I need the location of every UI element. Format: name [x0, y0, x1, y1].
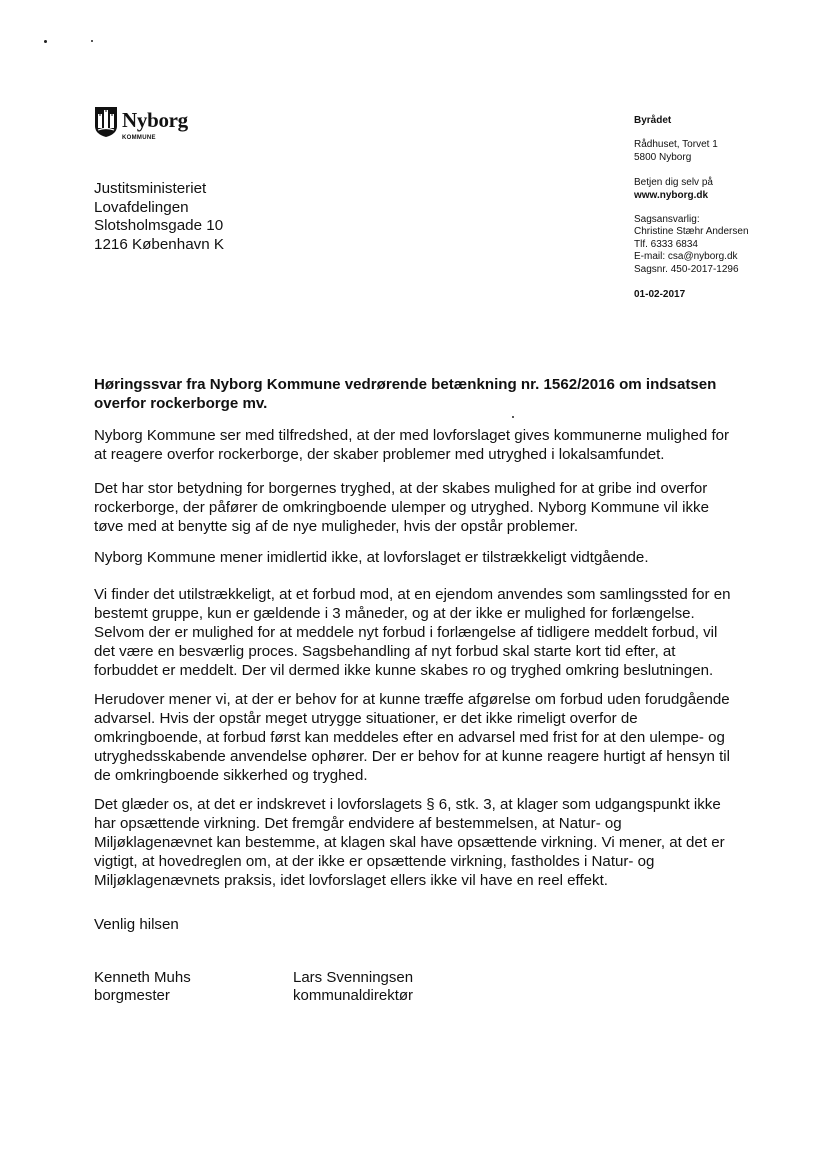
scan-speck: [44, 40, 47, 43]
paragraph-line: har opsættende virkning. Det fremgår endvidere af bestemmelsen, at Natur- og: [94, 815, 622, 833]
paragraph-line: de omkringboende sikkerhed og tryghed.: [94, 767, 368, 785]
paragraph-line: Herudover mener vi, at der er behov for at kunne træffe afgørelse om forbud uden forudgående: [94, 691, 730, 708]
body-paragraph-2: [94, 479, 774, 536]
recipient-line: Justitsministeriet: [94, 180, 207, 197]
website-link[interactable]: www.nyborg.dk: [634, 189, 709, 201]
paragraph-line: omkringboende, at forbud først kan meddeles efter en advarsel med frist for at den ulempe- og: [94, 729, 725, 747]
paragraph-line: tøve med at benytte sig af de nye muligheder, hvis der opstår problemer.: [94, 518, 579, 536]
paragraph-line: bestemt gruppe, kun er gældende i 3 måneder, og at der ikke er mulighed for forlængelse.: [94, 605, 695, 623]
subject-line: overfor rockerborge mv.: [94, 395, 268, 412]
paragraph-line: Nyborg Kommune mener imidlertid ikke, at lovforslaget er tilstrækkeligt vidtgående.: [94, 549, 649, 566]
body-paragraph-6: [94, 795, 774, 890]
email-address[interactable]: E-mail: csa@nyborg.dk: [634, 251, 738, 263]
paragraph-line: utryghedsskabende anvendelse ophører. Der er behov for at kunne reagere hurtigt af hensyn til: [94, 748, 731, 766]
paragraph-line: det være en besværlig proces. Sagsbehandling af nyt forbud skal starte kort tid efter, at: [94, 643, 676, 661]
subject-line: Høringssvar fra Nyborg Kommune vedrørende betænkning nr. 1562/2016 om indsatsen: [94, 376, 717, 393]
coat-of-arms-icon: [94, 106, 118, 138]
paragraph-line: Nyborg Kommune ser med tilfredshed, at der med lovforslaget gives kommunerne mulighed for: [94, 427, 730, 444]
sender-unit: Byrådet: [634, 115, 672, 126]
sender-info: [634, 115, 749, 301]
sender-address-line: 5800 Nyborg: [634, 151, 692, 163]
body-paragraph-3: [94, 548, 774, 567]
paragraph-line: Selvom der er mulighed for at meddele nyt forbud i forlængelse af tidligere meddelt forbud, vil: [94, 624, 718, 642]
scan-speck: [91, 40, 93, 42]
signature-block-director: [293, 969, 413, 1004]
logo-name: Nyborg: [122, 108, 188, 132]
paragraph-line: at reagere overfor rockerborge, der skaber problemer med utryghed i lokalsamfundet.: [94, 446, 665, 464]
case-officer-label: Sagsansvarlig:: [634, 214, 700, 226]
body-paragraph-1: [94, 426, 774, 464]
signature-block-mayor: [94, 969, 191, 1004]
recipient-line: 1216 København K: [94, 235, 225, 253]
closing-greeting: Venlig hilsen: [94, 916, 179, 933]
signatory-title: borgmester: [94, 986, 170, 1004]
case-number: Sagsnr. 450-2017-1296: [634, 263, 739, 275]
signatory-name: Lars Svenningsen: [293, 969, 414, 986]
recipient-line: Slotsholmsgade 10: [94, 217, 224, 235]
scan-speck: [512, 416, 514, 418]
paragraph-line: rockerborge, der påfører de omkringboende ulemper og utryghed. Nyborg Kommune vil ikke: [94, 499, 709, 517]
case-officer-name: Christine Stæhr Andersen: [634, 226, 749, 238]
paragraph-line: Det glæder os, at det er indskrevet i lovforslagets § 6, stk. 3, at klager som udgangspunkt ikke: [94, 796, 721, 813]
signatory-title: kommunaldirektør: [293, 986, 414, 1004]
nyborg-logo: [94, 106, 204, 146]
paragraph-line: Miljøklagenævnet kan bestemme, at klagen skal have opsættende virkning. Vi mener, at det er: [94, 834, 725, 852]
recipient-line: Lovafdelingen: [94, 198, 189, 216]
sender-address-line: Rådhuset, Torvet 1: [634, 139, 718, 151]
body-paragraph-5: [94, 690, 774, 785]
letter-subject: [94, 375, 754, 413]
signatory-name: Kenneth Muhs: [94, 969, 191, 986]
body-paragraph-4: [94, 585, 774, 680]
paragraph-line: Det har stor betydning for borgernes tryghed, at der skabes mulighed for at gribe ind overfor: [94, 480, 708, 497]
paragraph-line: Vi finder det utilstrækkeligt, at et forbud mod, at en ejendom anvendes som samlingssted for en: [94, 586, 731, 603]
paragraph-line: advarsel. Hvis der opstår meget utrygge situationer, er det ikke rimeligt overfor de: [94, 710, 638, 728]
paragraph-line: Miljøklagenævnets praksis, idet lovforslaget ellers ikke vil have en reel effekt.: [94, 872, 608, 890]
paragraph-line: forbuddet er meddelt. Der vil dermed ikke kunne skabes ro og tryghed omkring beslutningen.: [94, 662, 714, 680]
logo-subtitle: KOMMUNE: [122, 135, 156, 141]
paragraph-line: vigtigt, at hovedreglen om, at der ikke er opsættende virkning, fastholdes i Natur- og: [94, 853, 655, 871]
recipient-address: [94, 180, 224, 254]
selfservice-text: Betjen dig selv på: [634, 177, 713, 189]
phone-number: Tlf. 6333 6834: [634, 238, 698, 250]
letter-date: 01-02-2017: [634, 289, 686, 301]
